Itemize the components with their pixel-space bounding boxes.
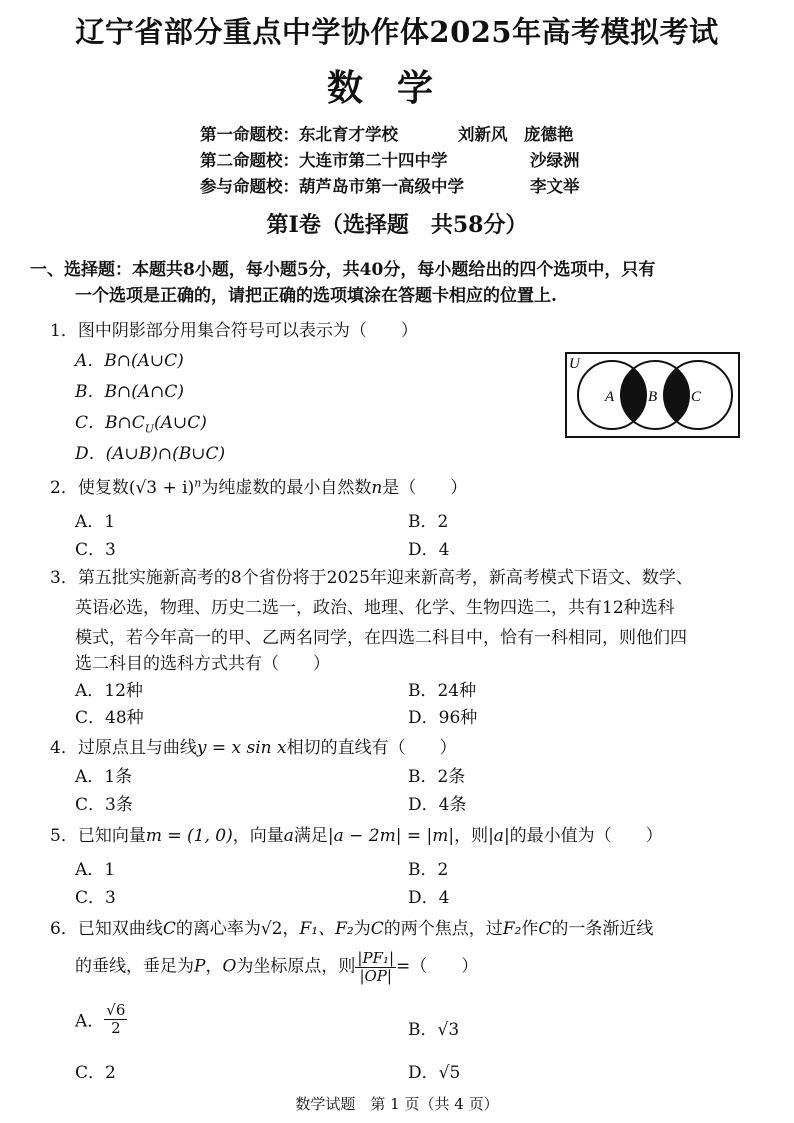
venn-diagram xyxy=(565,352,740,438)
q6-foci: F₁、F₂ xyxy=(299,919,354,939)
q5-stem-mid2: 满足 xyxy=(293,826,328,846)
q5-a: a xyxy=(283,826,294,846)
q2-option-d: D．4 xyxy=(408,540,450,560)
q2-option-c: C．3 xyxy=(75,540,116,560)
credit-role-3: 参与命题校：葫芦岛市第一高级中学 xyxy=(200,177,464,196)
q6-stem-line2 xyxy=(75,950,478,984)
section-title: 第Ⅰ卷（选择题 共58分） xyxy=(266,212,528,238)
q6-option-a-num: √6 xyxy=(106,1001,126,1019)
q6-option-a-frac xyxy=(104,1002,127,1036)
q2-stem xyxy=(50,473,467,498)
q5-option-c: C．3 xyxy=(75,888,116,908)
credit-names-2: 沙绿洲 xyxy=(530,151,580,170)
q6-line1-g: 的一条渐近线 xyxy=(551,919,654,939)
credit-role-1: 第一命题校：东北育才学校 xyxy=(200,125,398,144)
part1-instructions-line2: 一个选项是正确的，请把正确的选项填涂在答题卡相应的位置上. xyxy=(75,286,557,306)
q6-line1-e: 的两个焦点，过 xyxy=(383,919,503,939)
venn-label-b: B xyxy=(648,389,658,405)
q6-ecc: √2 xyxy=(260,919,283,939)
q4-option-b: B．2条 xyxy=(408,767,466,787)
subject-title: 数学 xyxy=(326,67,467,109)
q1-option-d: D．(A∪B)∩(B∪C) xyxy=(75,444,226,464)
q6-frac-num: |PF₁| xyxy=(357,949,395,967)
venn-label-u: U xyxy=(569,356,580,372)
q3-option-d: D．96种 xyxy=(408,708,478,728)
exam-title: 辽宁省部分重点中学协作体2025年高考模拟考试 xyxy=(75,15,719,49)
q2-var: n xyxy=(371,478,383,498)
venn-label-a: A xyxy=(605,389,615,405)
q6-c-2: C xyxy=(370,919,384,939)
q3-option-b: B．24种 xyxy=(408,681,477,701)
q6-option-b: B．√3 xyxy=(408,1020,460,1040)
q6-option-a xyxy=(75,1002,127,1036)
venn-label-c: C xyxy=(691,389,702,405)
q5-abs-a: |a| xyxy=(488,826,510,846)
credit-names-1: 刘新风 庞德艳 xyxy=(458,125,574,144)
q6-line2-a: 的垂线，垂足为 xyxy=(75,956,194,977)
q4-stem-pre: 4．过原点且与曲线 xyxy=(50,738,197,758)
q4-option-c: C．3条 xyxy=(75,795,133,815)
q2-option-a: A．1 xyxy=(75,512,116,532)
q1-option-a: A．B∩(A∪C) xyxy=(75,351,184,371)
q3-stem-line4: 选二科目的选科方式共有（ ） xyxy=(75,654,330,674)
q6-line2-b: ， xyxy=(205,956,223,977)
q6-c-3: C xyxy=(538,919,552,939)
part1-instructions-line1: 一、选择题：本题共8小题，每小题5分，共40分，每小题给出的四个选项中，只有 xyxy=(30,260,656,280)
q2-exp: n xyxy=(194,476,202,490)
q2-stem-pre: 2．使复数 xyxy=(50,478,129,498)
q6-o: O xyxy=(222,956,237,977)
q5-stem-pre: 5．已知向量 xyxy=(50,826,146,846)
q5-stem-end: 的最小值为（ ） xyxy=(509,826,663,846)
q6-line1-a: 6．已知双曲线 xyxy=(50,919,163,939)
q5-stem xyxy=(50,821,663,846)
q6-line1-f: 作 xyxy=(521,919,539,939)
q4-stem xyxy=(50,733,457,758)
q6-option-d: D．√5 xyxy=(408,1063,461,1083)
q5-option-b: B．2 xyxy=(408,860,449,880)
q3-stem-line1: 3．第五批实施新高考的8个省份将于2025年迎来新高考，新高考模式下语文、数学、 xyxy=(50,568,693,588)
q4-option-a: A．1条 xyxy=(75,767,133,787)
q5-cond: |a − 2m| = |m| xyxy=(327,826,455,846)
q6-c-1: C xyxy=(162,919,176,939)
q1-stem: 1．图中阴影部分用集合符号可以表示为（ ） xyxy=(50,321,418,341)
q2-stem-post: 为纯虚数的最小自然数 xyxy=(201,478,372,498)
q2-expr: (√3 + i) xyxy=(128,478,195,498)
q1-option-c-sub: U xyxy=(144,422,155,436)
q6-line1-b: 的离心率为 xyxy=(175,919,261,939)
q3-stem-line3: 模式，若今年高一的甲、乙两名同学，在四选二科目中，恰有一科相同，则他们四 xyxy=(75,628,687,648)
q2-option-b: B．2 xyxy=(408,512,449,532)
q6-fraction xyxy=(355,950,396,984)
q4-curve: y = x sin x xyxy=(196,738,287,758)
page-footer: 数学试题 第 1 页（共 4 页） xyxy=(295,1095,499,1113)
q6-line1-d: 为 xyxy=(353,919,371,939)
q3-option-c: C．48种 xyxy=(75,708,144,728)
q6-option-a-label: A． xyxy=(75,1011,105,1032)
q6-stem-line1 xyxy=(50,914,653,939)
q6-p: P xyxy=(194,956,206,977)
q6-option-c: C．2 xyxy=(75,1063,116,1083)
q4-option-d: D．4条 xyxy=(408,795,467,815)
q6-frac-den: |OP| xyxy=(359,966,392,985)
q5-stem-mid: ，向量 xyxy=(232,826,284,846)
q1-option-c xyxy=(75,408,207,435)
q3-option-a: A．12种 xyxy=(75,681,143,701)
q6-option-a-den: 2 xyxy=(111,1018,121,1037)
credit-role-2: 第二命题校：大连市第二十四中学 xyxy=(200,151,448,170)
q2-stem-end: 是（ ） xyxy=(382,478,468,498)
credit-names-3: 李文举 xyxy=(530,177,580,196)
q1-option-c-label: C．B∩C xyxy=(75,413,145,433)
q1-option-b: B．B∩(A∩C) xyxy=(75,382,185,402)
q4-stem-post: 相切的直线有（ ） xyxy=(286,738,457,758)
q5-stem-mid3: ，则 xyxy=(454,826,489,846)
q6-line2-c: 为坐标原点，则 xyxy=(236,956,356,977)
q3-stem-line2: 英语必选，物理、历史二选一，政治、地理、化学、生物四选二，共有12种选科 xyxy=(75,598,675,618)
q6-line1-c: ， xyxy=(282,919,300,939)
q5-option-d: D．4 xyxy=(408,888,450,908)
q6-f2: F₂ xyxy=(502,919,522,939)
q6-line2-d: =（ ） xyxy=(396,956,479,977)
q5-option-a: A．1 xyxy=(75,860,116,880)
q1-option-c-tail: (A∪C) xyxy=(154,413,207,433)
q5-m-def: m = (1, 0) xyxy=(145,826,233,846)
